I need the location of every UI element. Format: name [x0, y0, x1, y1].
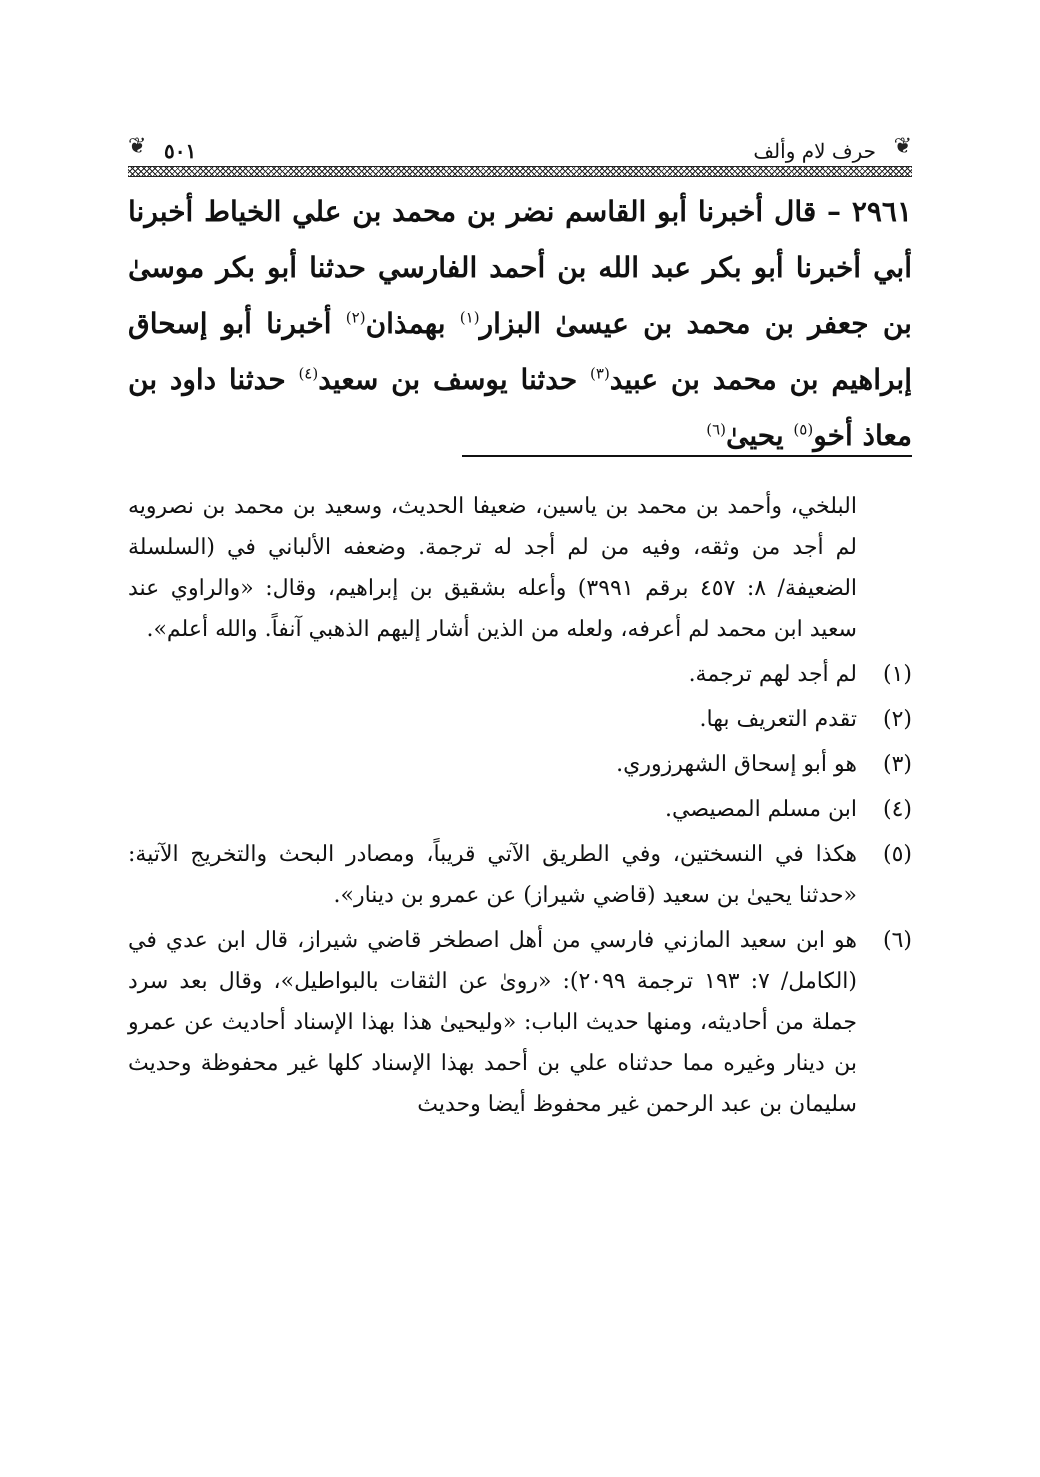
- footnote-number: (١): [882, 662, 912, 687]
- footnote-ref: (٥): [793, 420, 814, 439]
- footnote-ref: (١): [459, 308, 480, 327]
- footnote-item: [128, 654, 912, 695]
- footnote-ref: (٤): [298, 364, 319, 383]
- footnote-item: [128, 920, 912, 1125]
- footnote-separator: [462, 455, 912, 457]
- footnote-ref: (٢): [345, 308, 366, 327]
- hadith-text-segment: أخبرنا أبو إسحاق إبراهيم بن محمد بن عبيد: [128, 307, 912, 396]
- footnote-continuation: البلخي، وأحمد بن محمد بن ياسين، ضعيفا الحديث، وسعيد بن محمد بن نصرويه لم أجد من وثقه، وفيه من لم أجد له ترجمة. وضعفه الألباني في (السلسلة الضعيفة/ ٨: ٤٥٧ برقم ٣٩٩١) وأعله بشقيق بن إبراهيم، وقال: «والراوي عند سعيد ابن محمد لم أعرفه، ولعله من الذين أشار إليهم الذهبي آنفاً. والله أعلم».: [128, 494, 858, 642]
- header-ornament-right-icon: ❦: [893, 134, 912, 159]
- hadith-text: [128, 184, 912, 464]
- footnote-text: تقدم التعريف بها.: [699, 707, 857, 732]
- hadith-paragraph: [128, 184, 912, 464]
- hadith-text-segment: ٢٩٦١ – قال أخبرنا أبو القاسم نضر بن محمد بن علي الخياط أخبرنا أبي أخبرنا أبو بكر عبد الله بن أحمد الفارسي حدثنا أبو بكر موسىٰ بن جعفر بن محمد بن عيسىٰ البزار: [128, 195, 912, 340]
- header-divider: [128, 166, 912, 177]
- hadith-text-segment: حدثنا يوسف بن سعيد: [318, 363, 591, 396]
- footnote-text: هكذا في النسختين، وفي الطريق الآتي قريباً، ومصادر البحث والتخريج الآتية: «حدثنا يحيىٰ بن سعيد (قاضي شيراز) عن عمرو بن دينار».: [128, 842, 857, 908]
- footnote-text: هو أبو إسحاق الشهرزوري.: [616, 752, 857, 777]
- footnote-number: (٤): [882, 797, 912, 822]
- footnote-text: ابن مسلم المصيصي.: [665, 797, 857, 822]
- footnote-item: [128, 834, 912, 916]
- footnote-text: هو ابن سعيد المازني فارسي من أهل اصطخر قاضي شيراز، قال ابن عدي في (الكامل/ ٧: ١٩٣ ترجمة ٢٠٩٩): «روىٰ عن الثقات بالبواطيل»، وقال بعد سرد جملة من أحاديثه، ومنها حديث الباب: «وليحيىٰ هذا بهذا الإسناد أحاديث عن عمرو بن دينار وغيره مما حدثناه علي بن أحمد بهذا الإسناد كلها غير محفوظة وحديث سليمان بن عبد الرحمن غير محفوظ أيضا وحديث: [128, 928, 857, 1117]
- footnote-number: (٦): [882, 928, 912, 953]
- page-header: [128, 130, 912, 175]
- header-ornament-left-icon: ❦: [128, 134, 147, 159]
- page-number: ٥٠١: [164, 139, 197, 163]
- header-chapter-title: حرف لام وألف: [753, 139, 876, 163]
- footnote-number: (٥): [882, 842, 912, 867]
- footnote-ref: (٦): [706, 420, 726, 439]
- footnote-number: (٣): [882, 752, 912, 777]
- hadith-text-segment: يحيىٰ: [726, 419, 794, 452]
- footnote-text: لم أجد لهم ترجمة.: [688, 662, 857, 687]
- footnote-item: [128, 699, 912, 740]
- footnote-number: (٢): [882, 707, 912, 732]
- footnote-item: [128, 744, 912, 785]
- footnote-item: [128, 789, 912, 830]
- footnote-ref: (٣): [590, 364, 610, 383]
- hadith-text-segment: بهمذان: [365, 307, 460, 340]
- footnotes: [128, 486, 912, 1129]
- hadith-text-segment: حدثنا داود بن معاذ أخو: [128, 363, 912, 452]
